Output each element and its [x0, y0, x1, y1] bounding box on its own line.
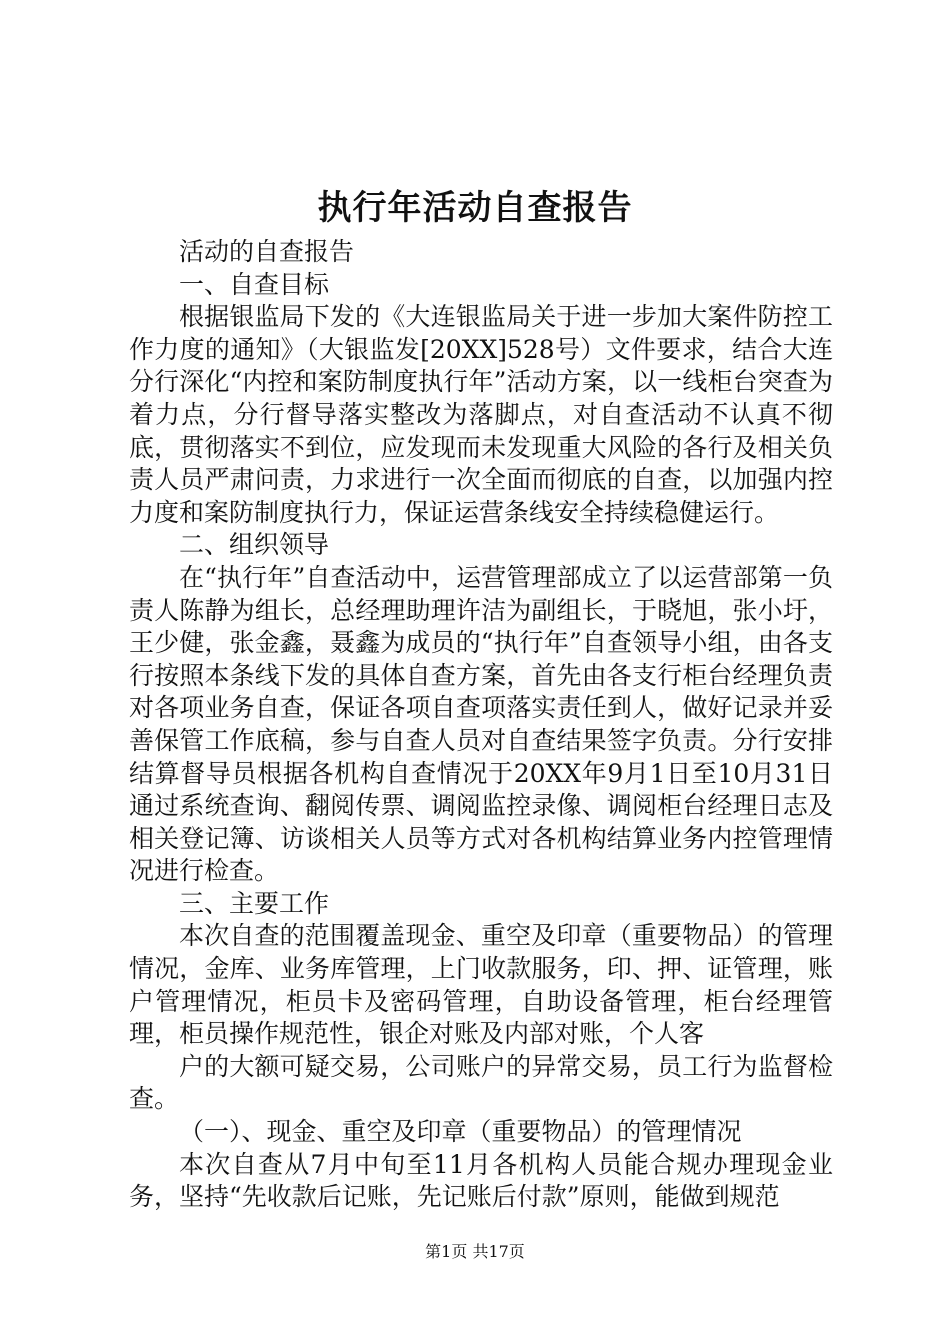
document-body: [129, 236, 833, 1214]
section-heading-3: 三、主要工作: [179, 888, 330, 918]
section-heading-2: 二、组织领导: [179, 530, 330, 560]
page-footer: 第1页 共17页: [425, 1242, 525, 1261]
document-title: 执行年活动自查报告: [317, 188, 633, 228]
intro-line: 活动的自查报告: [179, 237, 355, 266]
paragraph-3-continued: 户的大额可疑交易，公司账户的异常交易，员工行为监督检查。: [129, 1051, 833, 1114]
paragraph-2: 在“执行年”自查活动中，运营管理部成立了以运营部第一负责人陈静为组长，总经理助理许洁为副组长，于晓旭，张小圩，王少健，张金鑫，聂鑫为成员的“执行年”自查领导小组，由各支行按照本条线下发的具体自查方案，首先由各支行柜台经理负责对各项业务自查，保证各项自查项落实责任到人，做好记录并妥善保管工作底稿，参与自查人员对自查结果签字负责。分行安排结算督导员根据各机构自查情况于20XX年9月1日至10月31日通过系统查询、翻阅传票、调阅监控录像、调阅柜台经理日志及相关登记簿、访谈相关人员等方式对各机构结算业务内控管理情况进行检查。: [129, 562, 833, 886]
subsection-heading-1: （一）、现金、重空及印章（重要物品）的管理情况: [179, 1117, 742, 1147]
paragraph-1: 根据银监局下发的《大连银监局关于进一步加大案件防控工作力度的通知》（大银监发[20XX]528号）文件要求，结合大连分行深化“内控和案防制度执行年”活动方案，以一线柜台突查为着力点，分行督导落实整改为落脚点，对自查活动不认真不彻底，贯彻落实不到位，应发现而未发现重大风险的各行及相关负责人员严肃问责，力求进行一次全面而彻底的自查，以加强内控力度和案防制度执行力，保证运营条线安全持续稳健运行。: [129, 302, 833, 527]
paragraph-4: 本次自查从7月中旬至11月各机构人员能合规办理现金业务，坚持“先收款后记账，先记账后付款”原则，能做到规范: [129, 1149, 833, 1212]
section-heading-1: 一、自查目标: [179, 269, 330, 299]
paragraph-3: 本次自查的范围覆盖现金、重空及印章（重要物品）的管理情况，金库、业务库管理，上门收款服务，印、押、证管理，账户管理情况，柜员卡及密码管理，自助设备管理，柜台经理管理，柜员操作规范性，银企对账及内部对账，个人客: [129, 921, 833, 1049]
